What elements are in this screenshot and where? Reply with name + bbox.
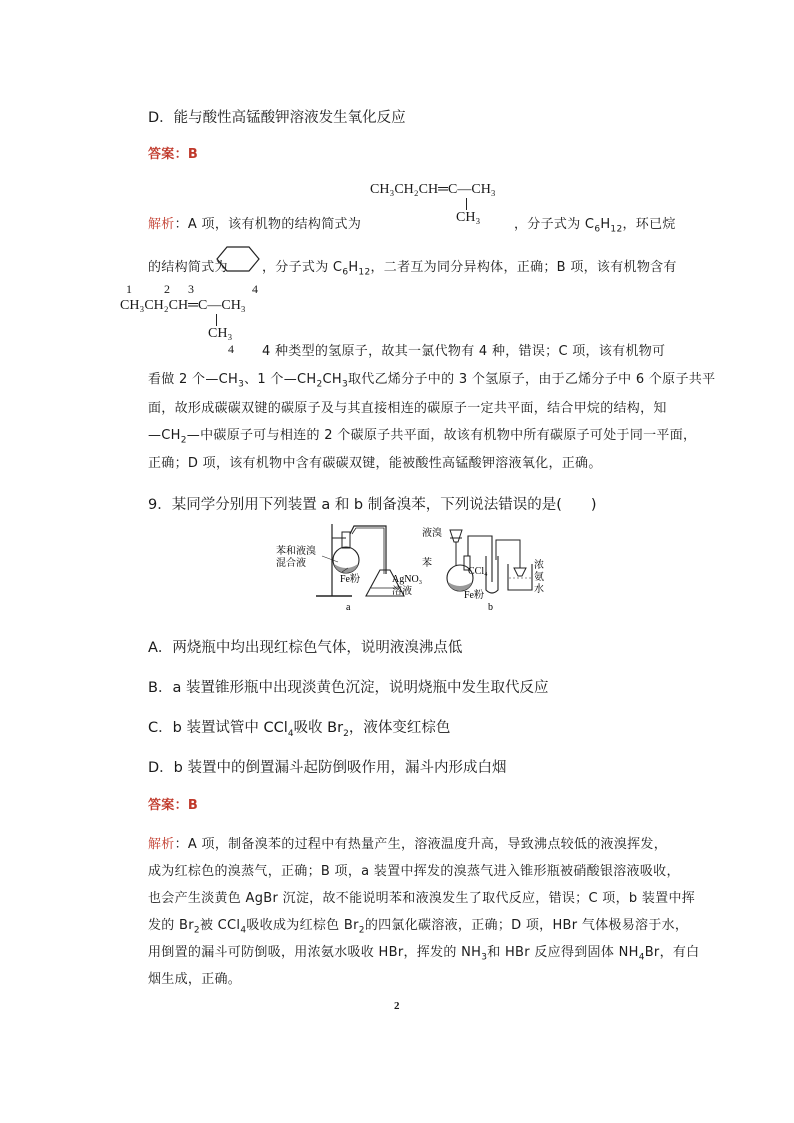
q9-exp-line3: 也会产生淡黄色 AgBr 沉淀，故不能说明苯和液溴发生了取代反应，错误；C 项，b 装置中挥 — [148, 891, 696, 906]
q8-exp-line2: 的结构简式为 — [148, 260, 228, 275]
label-benzene: 苯 — [422, 558, 432, 569]
caption-a: a — [346, 602, 351, 612]
page-number: 2 — [394, 1000, 400, 1012]
q8-exp-line1: 解析：A 项，该有机物的结构简式为 — [148, 217, 362, 232]
q8-exp-line5: 面，故形成碳碳双键的碳原子及与其直接相连的碳原子一定共平面，结合甲烷的结构，知 — [148, 401, 667, 416]
answer-label: 答案 — [148, 147, 175, 162]
q8-exp-line1-cont: ，分子式为 $C_6H_{12}$，环已烷 — [514, 217, 676, 235]
answer-value: B — [187, 798, 199, 813]
q9-exp-line1: 解析：A 项，制备溴苯的过程中有热量产生，溶液温度升高，导致沸点较低的液溴挥发， — [148, 837, 668, 852]
label-ammonia-1: 浓 — [534, 560, 544, 571]
label-agno3: AgNO₃ — [392, 574, 423, 585]
dropping-funnel — [450, 530, 462, 542]
flask-neck — [342, 532, 350, 548]
carbon-number-2: 2 — [164, 282, 170, 296]
explanation-label: 解析 — [148, 217, 175, 232]
label-fe: Fe粉 — [340, 574, 360, 585]
q8-exp-line7: 正确；D 项，该有机物中含有碳碳双键，能被酸性高锰酸钾溶液氧化，正确。 — [148, 456, 602, 471]
carbon-number-3: 3 — [188, 282, 194, 296]
molecule-structure-2: CH₃CH₂CH═C—CH₃ — [120, 298, 246, 313]
label-solution: 溶液 — [392, 586, 412, 597]
delivery-tube-2 — [496, 540, 520, 568]
q8-exp-line3: 4 种类型的氢原子，故其一氯代物有 4 种，错误；C 项，该有机物可 — [262, 344, 666, 359]
q9-exp-line6: 烟生成，正确。 — [148, 972, 242, 987]
cyclohexane-icon — [216, 246, 260, 272]
label-mixture-2: 混合液 — [276, 558, 306, 569]
caption-b: b — [488, 602, 493, 612]
bond-line — [216, 314, 217, 326]
molecule-branch-2: CH₃ — [208, 326, 233, 341]
apparatus-a-figure — [276, 520, 426, 612]
q8-exp-line4: 看做 2 个$—CH_3$、1 个$—CH_2CH_3$取代乙烯分子中的 3 个氢原子，由于乙烯分子中 6 个原子共平 — [148, 372, 716, 390]
label-liquid-bromine: 液溴 — [422, 528, 442, 539]
q8-answer: 答案：B — [148, 147, 199, 162]
carbon-number-1: 1 — [126, 282, 132, 296]
label-mixture-1: 苯和液溴 — [276, 546, 316, 557]
pointer — [322, 556, 338, 562]
q9-option-c: C．b 装置试管中 CCl$_4$吸收 $Br_2$，液体变红棕色 — [148, 720, 451, 739]
answer-value: B — [187, 147, 199, 162]
label-ccl4: CCl₄ — [468, 566, 488, 577]
q8-exp-line6: $—CH_2—$中碳原子可与相连的 2 个碳原子共平面，故该有机物中所有碳原子可处于同一平面， — [148, 428, 697, 446]
q8-option-d: D．能与酸性高锰酸钾溶液发生氧化反应 — [148, 110, 406, 126]
inverted-funnel — [514, 568, 526, 576]
apparatus-b-figure — [420, 520, 550, 612]
carbon-number-4b: 4 — [228, 342, 234, 356]
label-ammonia-3: 水 — [534, 584, 544, 595]
answer-label: 答案 — [148, 798, 175, 813]
molecule-structure-1: CH₃CH₂CH═C—CH₃ — [370, 182, 496, 197]
label-ammonia-2: 氨 — [534, 572, 544, 583]
molecule-branch-1: CH₃ — [456, 210, 481, 225]
carbon-number-4: 4 — [252, 282, 258, 296]
liquid — [334, 564, 358, 573]
q9-option-b: B．a 装置锥形瓶中出现淡黄色沉淀，说明烧瓶中发生取代反应 — [148, 680, 549, 696]
q9-exp-line4: 发的 $Br_2$被 CCl$_4$吸收成为红棕色 $Br_2$的四氯化碳溶液，正确；D 项，HBr 气体极易溶于水， — [148, 918, 689, 936]
q8-exp-line2-cont: ，分子式为 $C_6H_{12}$，二者互为同分异构体，正确；B 项，该有机物含有 — [262, 260, 677, 278]
q9-option-d: D．b 装置中的倒置漏斗起防倒吸作用，漏斗内形成白烟 — [148, 760, 507, 776]
q9-stem: 9．某同学分别用下列装置 a 和 b 制备溴苯，下列说法错误的是( ) — [148, 497, 597, 513]
q9-option-a: A．两烧瓶中均出现红棕色气体，说明液溴沸点低 — [148, 640, 463, 656]
label-fe: Fe粉 — [464, 590, 484, 601]
bond-line — [466, 198, 467, 210]
q9-exp-line5: 用倒置的漏斗可防倒吸，用浓氨水吸收 HBr，挥发的 $NH_3$和 HBr 反应得到固体 $NH_4Br$，有白 — [148, 945, 700, 963]
q9-answer: 答案：B — [148, 798, 199, 813]
q9-exp-line2: 成为红棕色的溴蒸气，正确；B 项，a 装置中挥发的溴蒸气进入锥形瓶被硝酸银溶液吸收， — [148, 864, 680, 879]
explanation-label: 解析 — [148, 837, 175, 852]
